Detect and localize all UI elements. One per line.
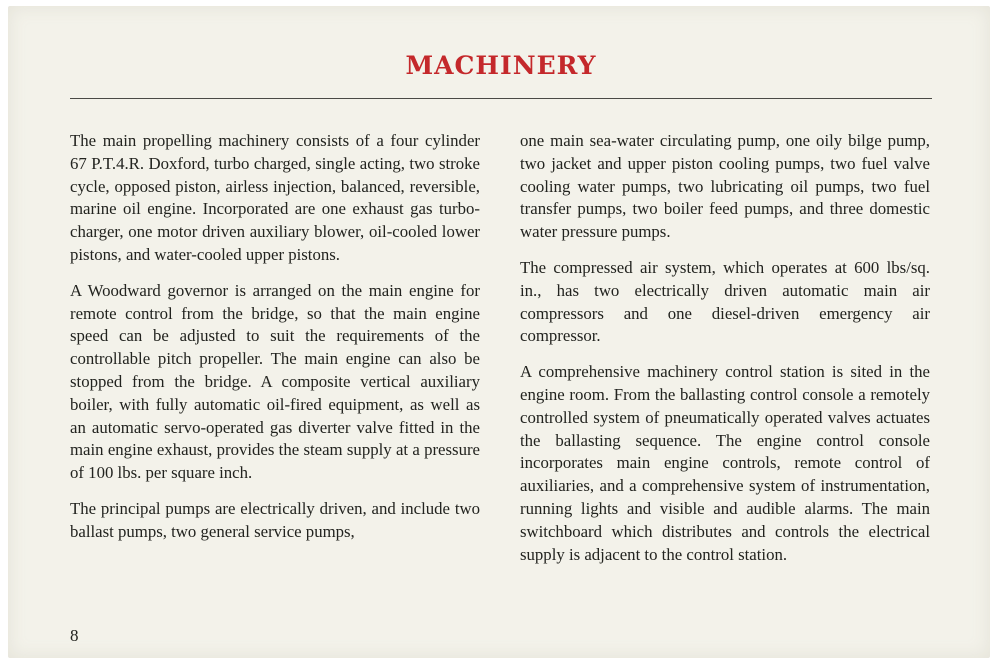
paragraph-propelling-machinery: The main propelling machinery consists of a four cylinder 67 P.T.4.R. Doxford, turbo charged, single acting, two stroke cycle, opposed piston, airless injection, balanced, reversible, marine oil engine. Incorporated are one exhaust gas turbo-charger, one motor driven auxiliary blower, oil-cooled lower pistons, and water-cooled upper pistons. <box>70 131 480 264</box>
page-number: 8 <box>70 626 79 645</box>
title-divider <box>70 98 932 99</box>
right-column <box>520 130 930 579</box>
paragraph-control-station: A comprehensive machinery control station is sited in the engine room. From the ballasting control console a remotely controlled system of pneumatically operated valves actuates the ballasting sequence. The engine control console incorporates main engine controls, remote control of auxiliaries, and a comprehensive system of instrumentation, running lights and visible and audible alarms. The main switchboard which distributes and controls the electrical supply is adjacent to the control station. <box>520 362 930 564</box>
left-column <box>70 130 480 557</box>
paragraph-compressed-air: The compressed air system, which operates at 600 lbs/sq. in., has two electrically driven automatic main air compressors and one diesel-driven emergency air compressor. <box>520 257 930 346</box>
paragraph-principal-pumps: The principal pumps are electrically driven, and include two ballast pumps, two general service pumps, <box>70 498 480 541</box>
paragraph-governor-boiler: A Woodward governor is arranged on the main engine for remote control from the bridge, so that the main engine speed can be adjusted to suit the requirements of the controllable pitch propeller. The main engine can also be stopped from the bridge. A composite vertical auxiliary boiler, with fully automatic oil-fired equipment, as well as an automatic servo-operated gas diverter valve fitted in the main engine exhaust, provides the steam supply at a pressure of 100 lbs. per square inch. <box>70 280 480 483</box>
paragraph-pumps-continued: one main sea-water circulating pump, one oily bilge pump, two jacket and upper piston cooling pumps, two fuel valve cooling water pumps, two lubricating oil pumps, two fuel transfer pumps, two boiler feed pumps, and three domestic water pressure pumps. <box>520 131 930 242</box>
page-title: MACHINERY <box>405 51 597 80</box>
